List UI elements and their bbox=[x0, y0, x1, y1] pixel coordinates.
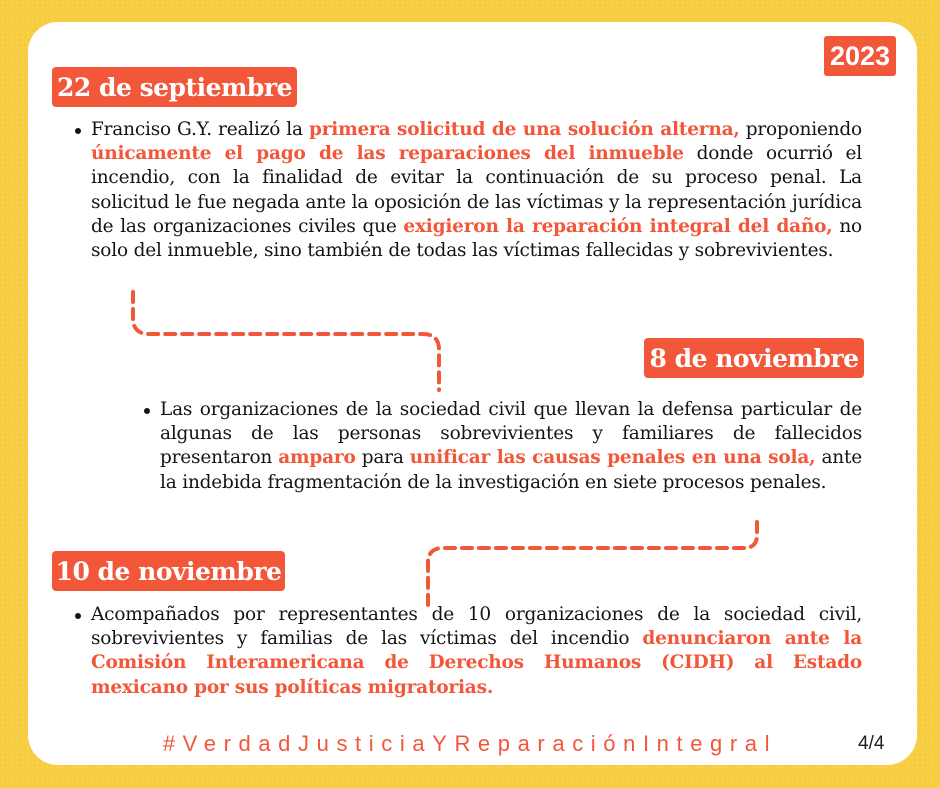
bullet-icon bbox=[75, 613, 81, 619]
date-label-2: 8 de noviembre bbox=[644, 338, 864, 378]
date-label-1: 22 de septiembre bbox=[52, 67, 297, 107]
bullet-icon bbox=[144, 408, 150, 414]
connector-line-1 bbox=[133, 292, 439, 390]
hashtag: #VerdadJusticiaYReparaciónIntegral bbox=[162, 731, 778, 756]
bullet-icon bbox=[75, 128, 81, 134]
year-badge: 2023 bbox=[824, 36, 896, 76]
entry-text-1: Franciso G.Y. realizó la primera solicitud de una solución alterna, proponiendo únicamente el pago de las reparaciones del inmueble donde ocurrió el incendio, con la finalidad de evitar la continuación de su proceso penal. La solicitud le fue negada ante la oposición de las víctimas y la representación jurídica de las organizaciones civiles que exigieron la reparación integral del daño, no solo del inmueble, sino también de todas las víctimas fallecidas y sobrevivientes. bbox=[91, 119, 862, 262]
entry-text-2: Las organizaciones de la sociedad civil que llevan la defensa particular de algunas de las personas sobrevivientes y familiares de fallecidos presentaron amparo para unificar las causas penales en una sola, ante la indebida fragmentación de la investigación en siete procesos penales. bbox=[160, 399, 862, 493]
connector-line-2 bbox=[428, 522, 757, 605]
page-number: 4/4 bbox=[858, 733, 885, 754]
entry-text-3: Acompañados por representantes de 10 organizaciones de la sociedad civil, sobrevivientes y familias de las víctimas del incendio denunciaron ante la Comisión Interamericana de Derechos Humanos (CIDH) al Estado mexicano por sus políticas migratorias. bbox=[91, 604, 862, 698]
date-label-3: 10 de noviembre bbox=[52, 551, 285, 591]
